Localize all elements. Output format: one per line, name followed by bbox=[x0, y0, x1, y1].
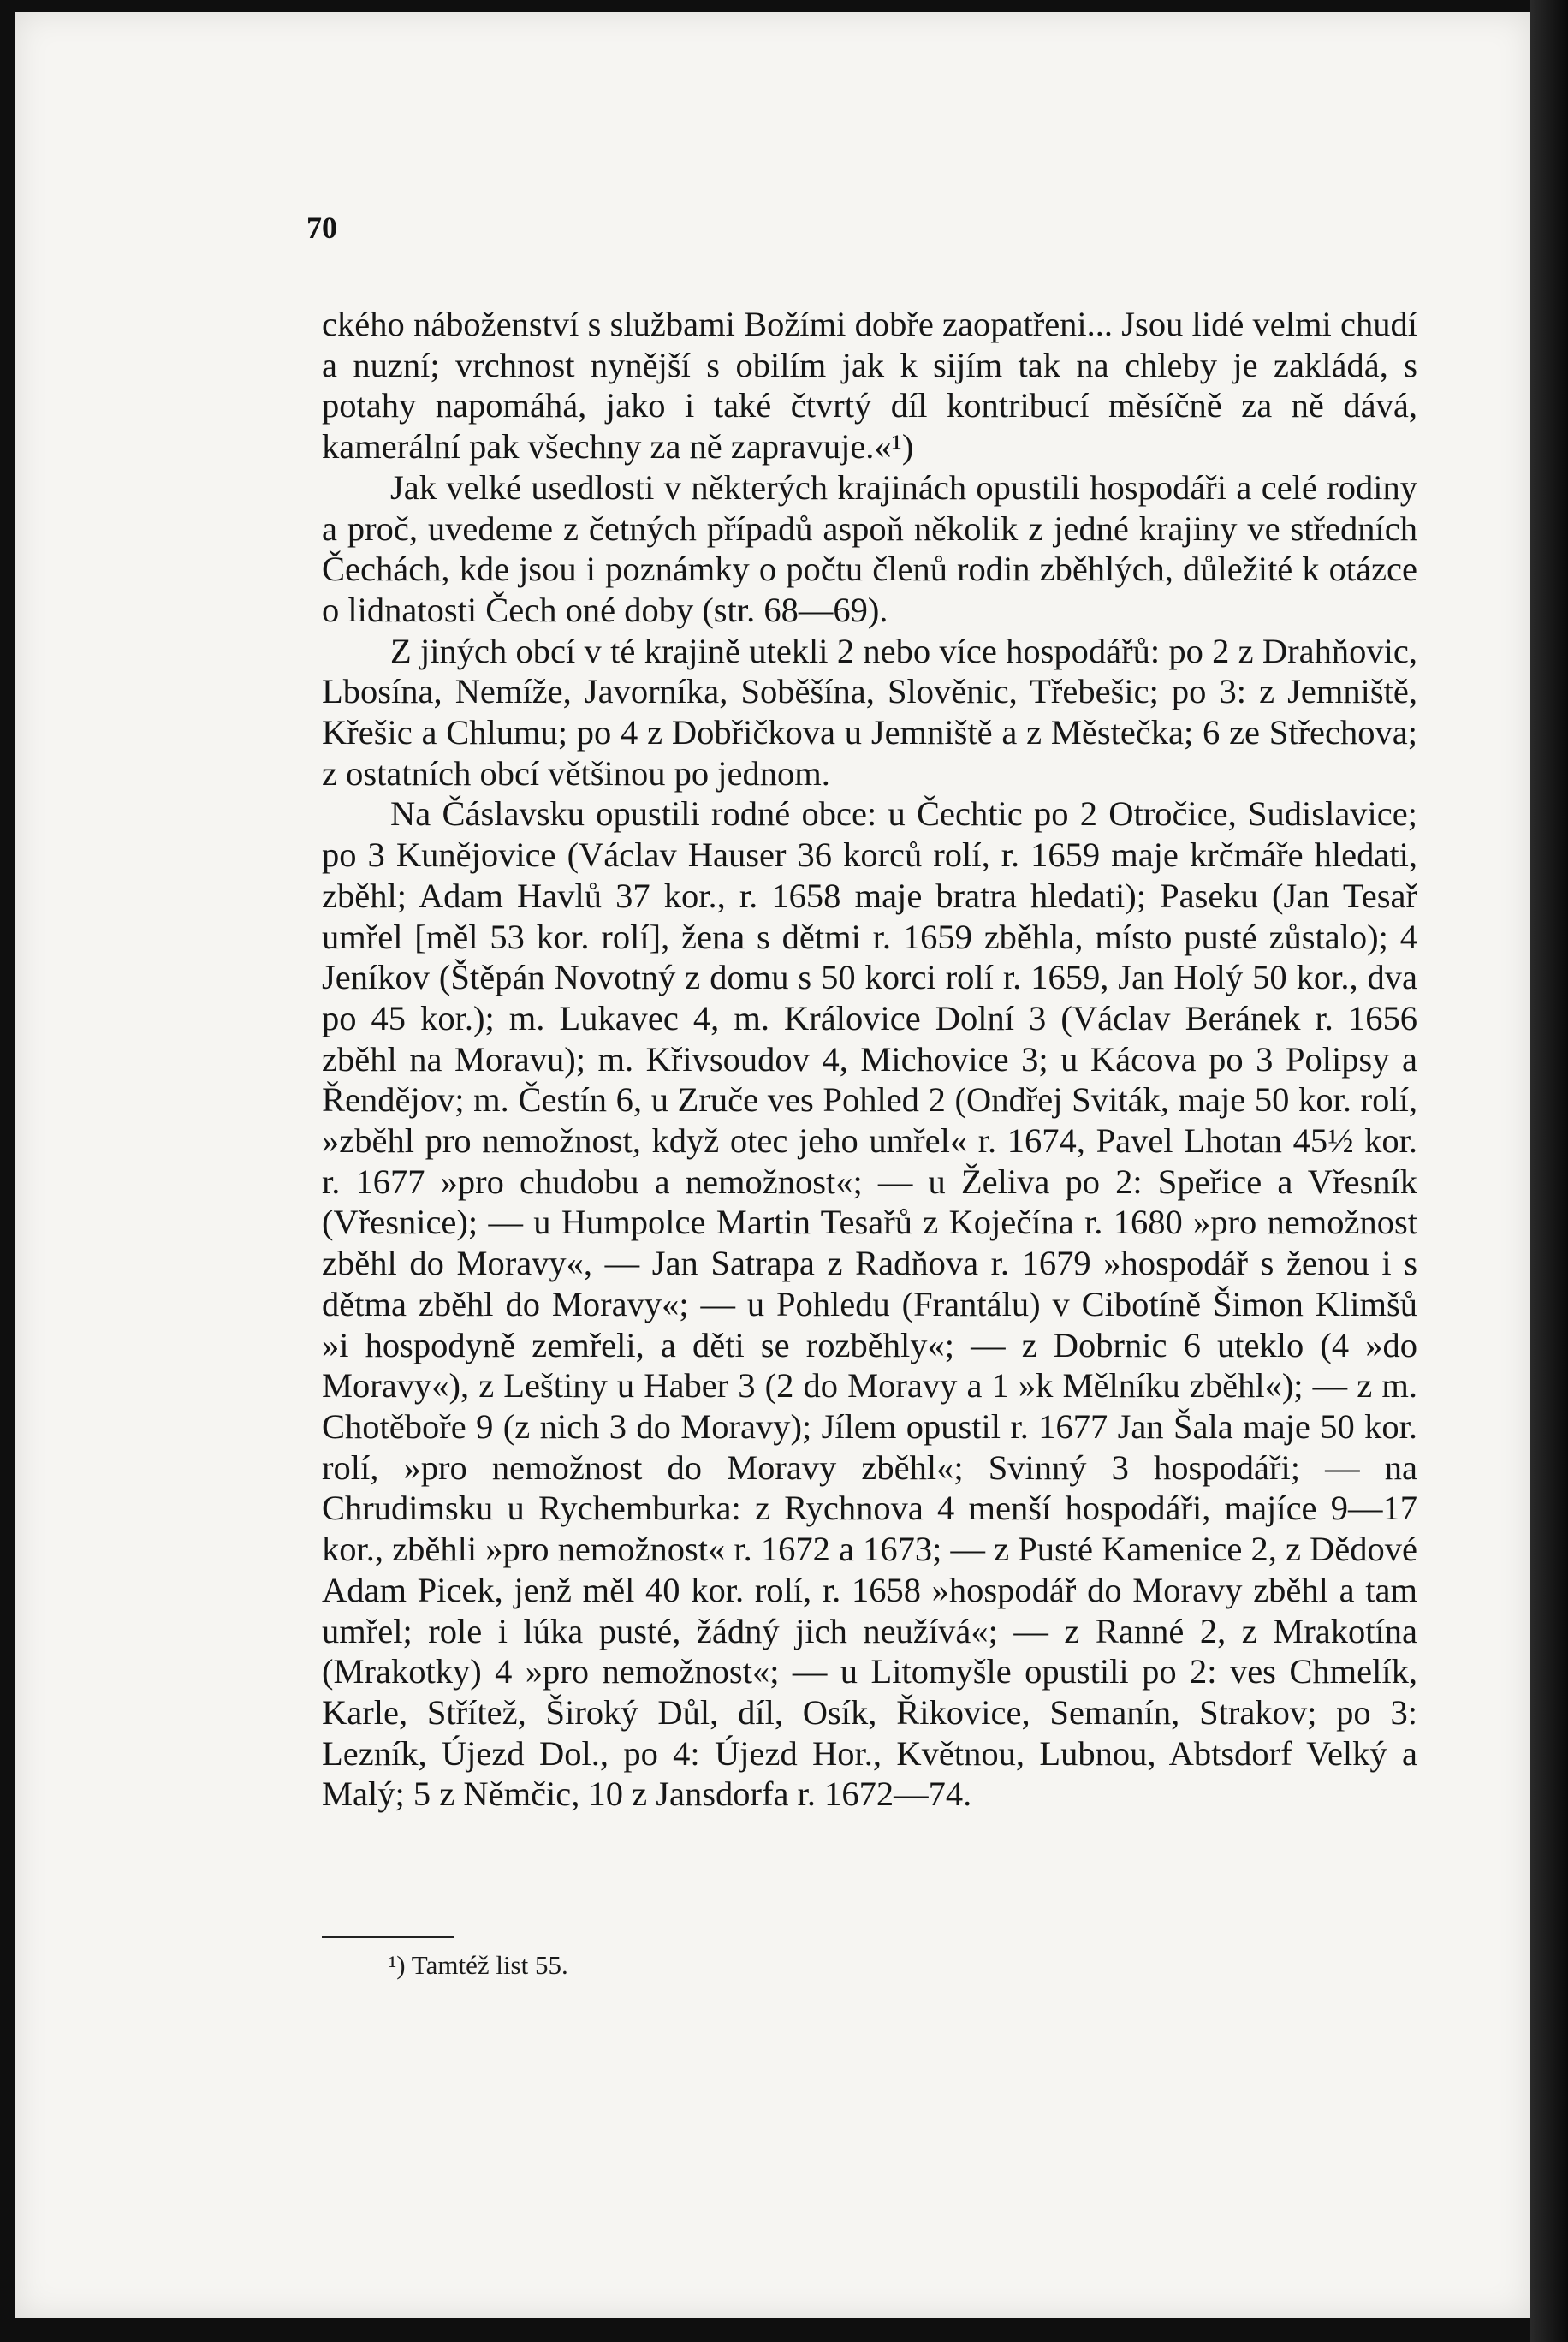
scan-right-edge bbox=[1530, 0, 1568, 2342]
paragraph-1: ckého náboženství s službami Božími dobře zaopatřeni... Jsou lidé velmi chudí a nuzní; vrchnost nynější s obilím jak k sijím tak na chleby je zakládá, s potahy napomáhá, jako i také čtvrtý díl kontribucí měsíčně za ně dává, kamerální pak všechny za ně zapravuje.«¹) bbox=[322, 305, 1417, 467]
scan-top-edge bbox=[0, 0, 1568, 12]
paragraph-2: Jak velké usedlosti v některých krajinách opustili hospodáři a celé rodiny a proč, uvedeme z četných případů aspoň několik z jedné krajiny ve středních Čechách, kde jsou i poznámky o počtu členů rodin zběhlých, důležité k otázce o lidnatosti Čech oné doby (str. 68—69). bbox=[322, 467, 1417, 629]
footnote: ¹) Tamtéž list 55. bbox=[389, 1950, 568, 1980]
paragraph-4: Na Čáslavsku opustili rodné obce: u Čechtic po 2 Otročice, Sudislavice; po 3 Kunějovice (Václav Hauser 36 korců rolí, r. 1659 maje krčmáře hledati, zběhl; Adam Havlů 37 kor., r. 1658 maje bratra hledati); Paseku (Jan Tesař umřel [měl 53 kor. rolí], žena s dětmi r. 1659 zběhla, místo pusté zůstalo); 4 Jeníkov (Štěpán Novotný z domu s 50 korci rolí r. 1659, Jan Holý 50 kor., dva po 45 kor.); m. Lukavec 4, m. Královice Dolní 3 (Václav Beránek r. 1656 zběhl na Moravu); m. Křivsoudov 4, Michovice 3; u Kácova po 3 Polipsy a Řendějov; m. Čestín 6, u Zruče ves Pohled 2 (Ondřej Sviták, maje 50 kor. rolí, »zběhl pro nemožnost, když otec jeho umřel« r. 1674, Pavel Lhotan 45½ kor. r. 1677 »pro chudobu a nemožnost«; — u Želiva po 2: Speřice a Vřesník (Vřesnice); — u Humpolce Martin Tesařů z Koječína r. 1680 »pro nemožnost zběhl do Moravy«, — Jan Satrapa z Radňova r. 1679 »hospodář s ženou i s dětma zběhl do Moravy«; — u Pohledu (Frantálu) v Cibotíně Šimon Klimšů »i hospodyně zemřeli, a děti se rozběhly«; — z Dobrnic 6 uteklo (4 »do Moravy«), z Leštiny u Haber 3 (2 do Moravy a 1 »k Mělníku zběhl«); — z m. Chotěboře 9 (z nich 3 do Moravy); Jílem opustil r. 1677 Jan Šala maje 50 kor. rolí, »pro nemožnost do Moravy zběhl«; Svinný 3 hospodáři; — na Chrudimsku u Rychemburka: z Rychnova 4 menší hospodáři, majíce 9—17 kor., zběhli »pro nemožnost« r. 1672 a 1673; — z Pusté Kamenice 2, z Dědové Adam Picek, jenž měl 40 kor. rolí, r. 1658 »hospodář do Moravy zběhl a tam umřel; role i lúka pusté, žádný jich neužívá«; — z Ranné 2, z Mrakotína (Mrakotky) 4 »pro nemožnost«; — u Litomyšle opustili po 2: ves Chmelík, Karle, Střítež, Široký Důl, díl, Osík, Řikovice, Semanín, Strakov; po 3: Lezník, Újezd Dol., po 4: Újezd Hor., Květnou, Lubnou, Abtsdorf Velký a Malý; 5 z Němčic, 10 z Jansdorfa r. 1672—74. bbox=[322, 794, 1417, 1814]
page-number: 70 bbox=[306, 211, 337, 245]
body-text bbox=[322, 304, 1417, 1815]
footnote-rule bbox=[322, 1936, 454, 1938]
paragraph-3: Z jiných obcí v té krajině utekli 2 nebo více hospodářů: po 2 z Drahňovic, Lbosína, Nemíže, Javorníka, Soběšína, Slověnic, Třebešic; po 3: z Jemniště, Křešic a Chlumu; po 4 z Dobřičkova u Jemniště a z Městečka; 6 ze Střechova; z ostatních obcí většinou po jednom. bbox=[322, 631, 1417, 793]
